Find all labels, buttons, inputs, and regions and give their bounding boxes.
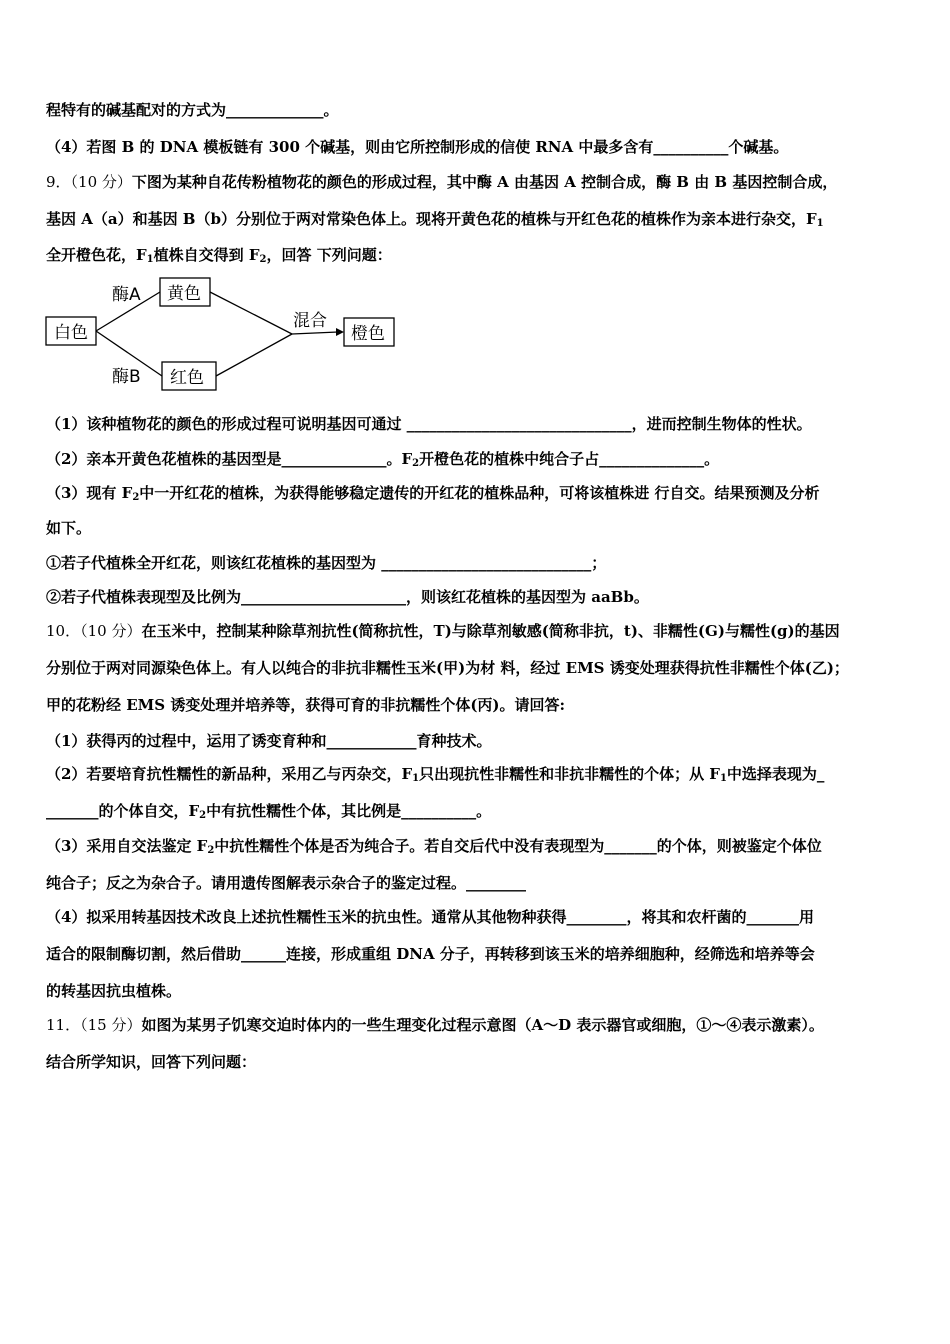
question-11-heading: 11．（15 分）如图为某男子饥寒交迫时体内的一些生理变化过程示意图（A～D 表示器官或细胞，①～④表示激素）。: [46, 1016, 824, 1034]
text-line: （3）现有 $F_2$中一开红花的植株，为获得能够稳定遗传的开红花的植株品种，可将该植株进 行自交。结果预测及分析: [46, 484, 820, 503]
text-line: （1）获得丙的过程中，运用了诱变育种和____________育种技术。: [46, 732, 492, 750]
text-line: 结合所学知识，回答下列问题：: [46, 1053, 257, 1071]
text-line: （4）若图 B 的 DNA 模板链有 300 个碱基，则由它所控制形成的信使 RNA 中最多含有__________个碱基。: [46, 138, 789, 156]
text-line: （2）若要培育抗性糯性的新品种，采用乙与丙杂交，$F_1$只出现抗性非糯性和非抗非糯性的个体；从 $F_1$中选择表现为_: [46, 765, 825, 784]
text-line: 纯合子；反之为杂合子。请用遗传图解表示杂合子的鉴定过程。________: [46, 874, 527, 892]
text-line: ②若子代植株表现型及比例为______________________，则该红花植株的基因型为 aaBb。: [46, 588, 649, 606]
text-line: 甲的花粉经 EMS 诱变处理并培养等，获得可育的非抗糯性个体(丙)。请回答:: [46, 696, 566, 714]
arrow-head: [336, 328, 344, 336]
question-9-heading: 9．（10 分）下图为某种自花传粉植物花的颜色的形成过程，其中酶 A 由基因 A 控制合成，酶 B 由 B 基因控制合成，: [46, 173, 838, 191]
yellow-label: 黄色: [167, 284, 201, 304]
text-line: 程特有的碱基配对的方式为_____________。: [46, 101, 339, 119]
text-line: 适合的限制酶切割，然后借助______连接，形成重组 DNA 分子，再转移到该玉米的培养细胞种，经筛选和培养等会: [46, 945, 815, 963]
text-line: ①若子代植株全开红花，则该红花植株的基因型为 ____________________________；: [46, 554, 607, 572]
question-number: 11．（15 分）: [46, 1016, 142, 1034]
text-line: （4）拟采用转基因技术改良上述抗性糯性玉米的抗虫性。通常从其他物种获得________，将其和农杆菌的_______用: [46, 908, 814, 926]
mix-label: 混合: [293, 311, 327, 331]
text-line: （1）该种植物花的颜色的形成过程可说明基因可通过 ______________________________，进而控制生物体的性状。: [46, 415, 812, 433]
question-number: 9．（10 分）: [46, 173, 132, 191]
text-line: 分别位于两对同源染色体上。有人以纯合的非抗非糯性玉米(甲)为材 料，经过 EMS 诱变处理获得抗性非糯性个体(乙)；: [46, 659, 849, 677]
text-line: 基因 A（a）和基因 B（b）分别位于两对常染色体上。现将开黄色花的植株与开红色花的植株作为亲本进行杂交，$F_1$: [46, 210, 824, 229]
flower-color-diagram: [40, 270, 410, 400]
text-line: （3）采用自交法鉴定 $F_2$中抗性糯性个体是否为纯合子。若自交后代中没有表现型为_______的个体，则被鉴定个体位: [46, 837, 822, 856]
text-line: _______的个体自交，$F_2$中有抗性糯性个体，其比例是__________。: [46, 802, 492, 821]
text-line: 的转基因抗虫植株。: [46, 982, 182, 1000]
text-line: 如下。: [46, 519, 92, 537]
question-10-heading: 10．（10 分）在玉米中，控制某种除草剂抗性(简称抗性，T)与除草剂敏感(简称非抗，t)、非糯性(G)与糯性(g)的基因: [46, 622, 840, 640]
orange-label: 橙色: [351, 324, 385, 344]
question-number: 10．（10 分）: [46, 622, 142, 640]
text-line: 全开橙色花，$F_1$植株自交得到 $F_2$，回答 下列问题：: [46, 246, 392, 265]
white-label: 白色: [54, 323, 88, 343]
red-label: 红色: [170, 368, 204, 388]
text-line: （2）亲本开黄色花植株的基因型是______________。$F_2$开橙色花的植株中纯合子占______________。: [46, 450, 720, 469]
enzyme-a-label: 酶A: [112, 285, 141, 305]
enzyme-b-label: 酶B: [112, 367, 141, 387]
